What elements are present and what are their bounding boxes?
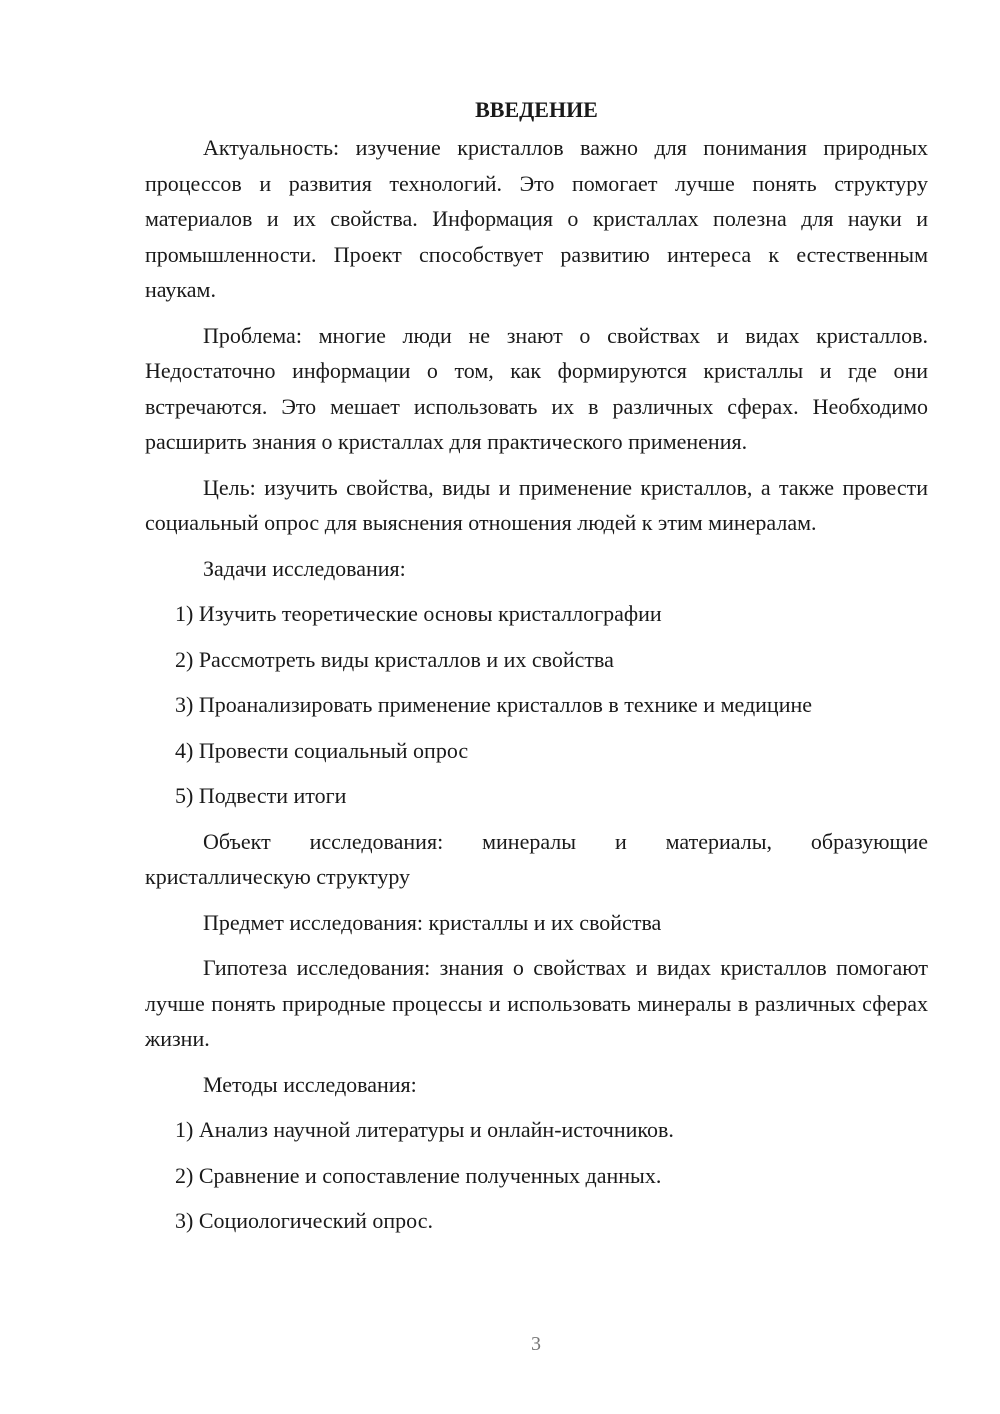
- object-paragraph: Объект исследования: минералы и материалы, образующие кристаллическую структуру: [145, 828, 928, 889]
- goal-paragraph: Цель: изучить свойства, виды и применение кристаллов, а также провести социальный опрос для выяснения отношения людей к этим минералам.: [145, 474, 928, 535]
- section-title: ВВЕДЕНИЕ: [475, 97, 598, 122]
- hypothesis-paragraph: Гипотеза исследования: знания о свойствах и видах кристаллов помогают лучше понять природные процессы и использовать минералы в различных сферах жизни.: [145, 955, 928, 1051]
- document-page: [145, 92, 928, 1249]
- task-item: 2) Рассмотреть виды кристаллов и их свойства: [175, 646, 614, 672]
- method-item: 3) Социологический опрос.: [175, 1208, 433, 1233]
- task-item: 1) Изучить теоретические основы кристаллографии: [175, 601, 662, 626]
- methods-list: [145, 1112, 928, 1239]
- subject-paragraph: Предмет исследования: кристаллы и их свойства: [203, 909, 662, 935]
- page-number: 3: [531, 1333, 541, 1355]
- method-item: 1) Анализ научной литературы и онлайн-источников.: [175, 1117, 674, 1142]
- task-item: 4) Провести социальный опрос: [175, 737, 469, 763]
- method-item: 2) Сравнение и сопоставление полученных данных.: [175, 1162, 662, 1188]
- methods-heading: Методы исследования:: [203, 1071, 417, 1097]
- tasks-list: [145, 596, 928, 814]
- relevance-paragraph: Актуальность: изучение кристаллов важно для понимания природных процессов и развития технологий. Это помогает лучше понять структуру материалов и их свойства. Информация о кристаллах полезна для науки и промышленности. Проект способствует развитию интереса к естественным наукам.: [145, 135, 928, 302]
- task-item: 3) Проанализировать применение кристаллов в технике и медицине: [175, 692, 813, 717]
- task-item: 5) Подвести итоги: [175, 783, 347, 808]
- tasks-heading: Задачи исследования:: [203, 555, 406, 581]
- problem-paragraph: Проблема: многие люди не знают о свойствах и видах кристаллов. Недостаточно информации о том, как формируются кристаллы и где они встречаются. Это мешает использовать их в различных сферах. Необходимо расширить знания о кристаллах для практического применения.: [145, 322, 928, 454]
